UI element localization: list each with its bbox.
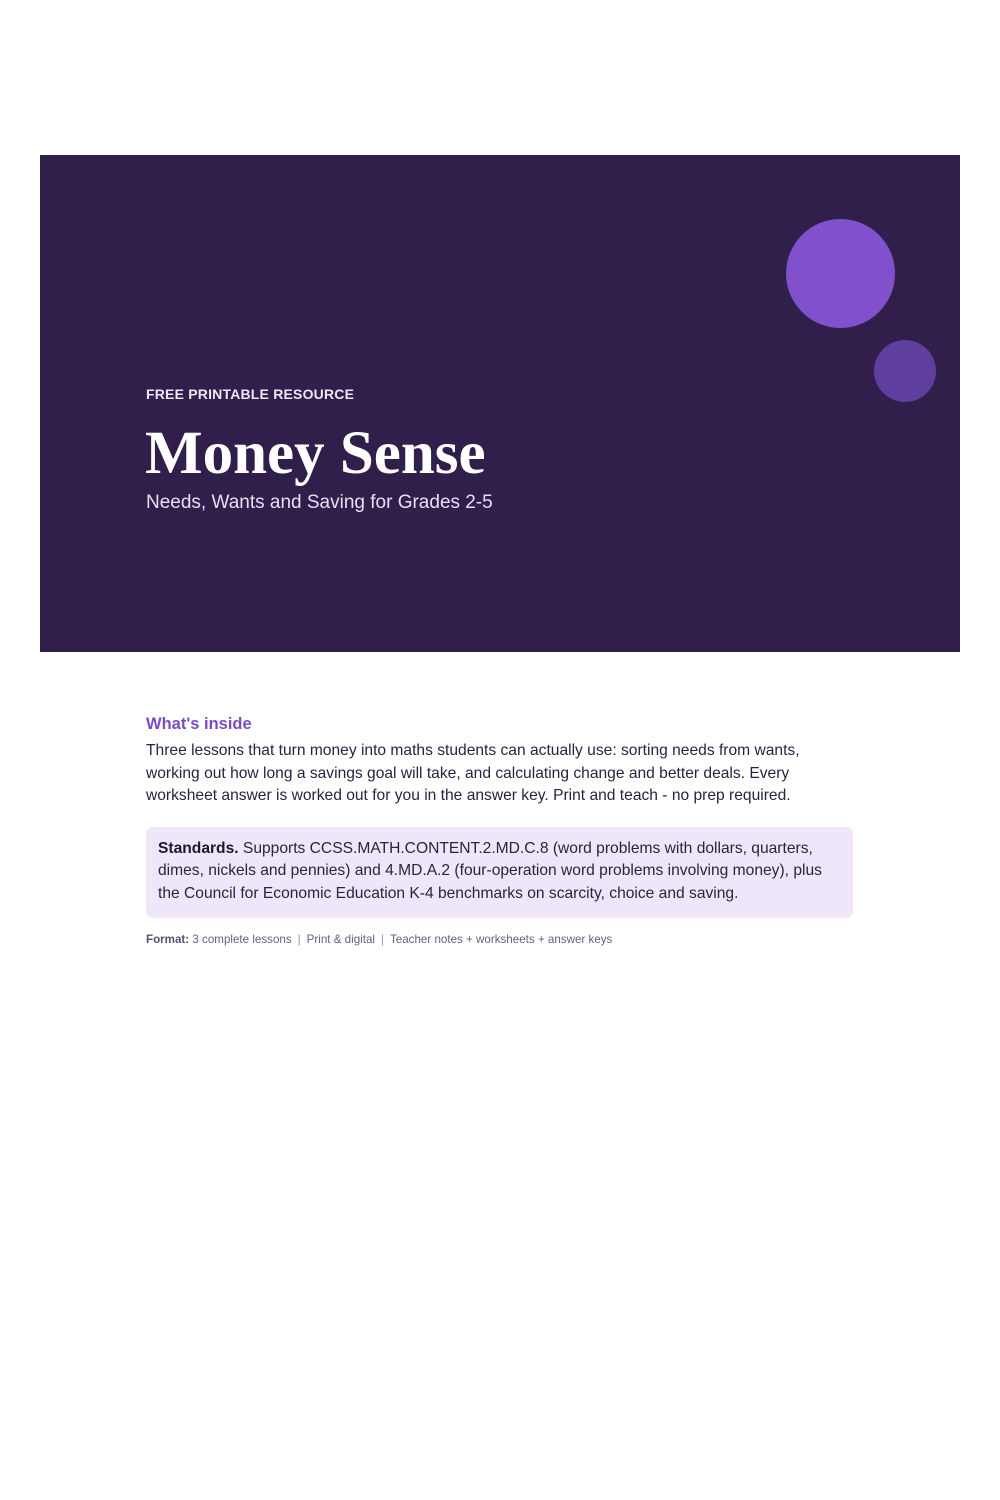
- hero-banner: [40, 155, 960, 652]
- format-line: [146, 933, 853, 946]
- format-item-print-digital: Print & digital: [306, 933, 375, 946]
- whats-inside-description: Three lessons that turn money into maths students can actually use: sorting needs from wants, working out how long a savings goal will take, and calculating change and better deals. Every worksheet answer is worked out for you in the answer key. Print and teach - no prep required.: [146, 742, 800, 804]
- format-separator: |: [297, 933, 301, 946]
- page-title: Money Sense: [145, 420, 486, 487]
- decorative-circle-large: [786, 219, 895, 328]
- page-subtitle: Needs, Wants and Saving for Grades 2-5: [146, 492, 493, 513]
- standards-label: Standards.: [158, 839, 239, 857]
- content-section: [146, 715, 853, 946]
- decorative-circle-small: [874, 340, 936, 402]
- hero-eyebrow: FREE PRINTABLE RESOURCE: [146, 386, 355, 402]
- format-label: Format:: [146, 933, 190, 946]
- format-separator: |: [380, 933, 384, 946]
- standards-callout: [146, 827, 853, 919]
- section-heading-whats-inside: What's inside: [146, 715, 252, 733]
- standards-text: Supports CCSS.MATH.CONTENT.2.MD.C.8 (word problems with dollars, quarters, dimes, nickels and pennies) and 4.MD.A.2 (four-operation word problems involving money), plus the Council for Economic Education K-4 benchmarks on scarcity, choice and saving.: [158, 839, 822, 902]
- format-item-lessons: 3 complete lessons: [192, 933, 292, 946]
- format-item-teacher-notes: Teacher notes + worksheets + answer keys: [389, 933, 613, 946]
